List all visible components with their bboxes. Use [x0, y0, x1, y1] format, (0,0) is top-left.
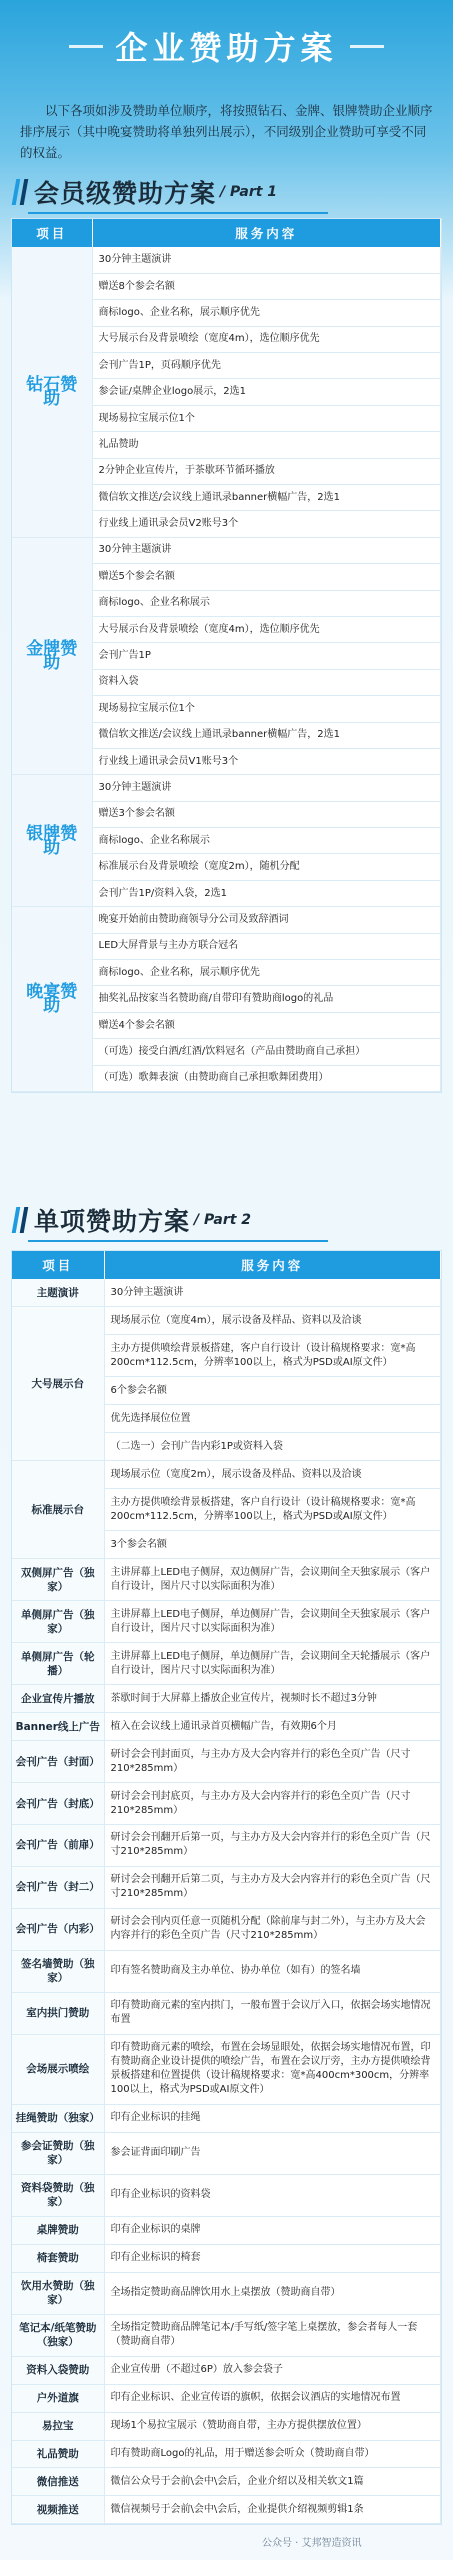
table-row: [12, 2244, 441, 2272]
sponsorship-item-name: 签名墙赞助（独家）: [12, 1950, 104, 1992]
sponsorship-item-content: 印有签名赞助商及主办单位、协办单位（如有）的签名墙: [104, 1950, 441, 1992]
sponsorship-item-content: 全场指定赞助商品牌饮用水上桌摆放（赞助商自带）: [104, 2272, 441, 2314]
tier-benefit: 赠送5个参会名额: [92, 564, 441, 590]
table-row: [12, 1461, 441, 1489]
title-bar: [0, 0, 453, 92]
sponsorship-item-content: 印有企业标识的椅套: [104, 2244, 441, 2272]
sponsorship-item-content: 全场指定赞助商品牌笔记本/手写纸/签字笔上桌摆放，参会者每人一套（赞助商自带）: [104, 2314, 441, 2356]
section-mark: [12, 179, 21, 205]
tier-benefit: 行业线上通讯录会员V2账号3个: [92, 511, 441, 537]
tier-benefit: （可选）歌舞表演（由赞助商自己承担歌舞团费用）: [92, 1065, 441, 1091]
sponsorship-item-name: Banner线上广告: [12, 1713, 104, 1741]
sponsorship-item-content: 印有赞助商Logo的礼品，用于赠送参会听众（赞助商自带）: [104, 2440, 441, 2468]
sponsorship-item-name: 会场展示喷绘: [12, 2034, 104, 2104]
sponsorship-item-name: 室内拱门赞助: [12, 1992, 104, 2034]
section-underline: [28, 1240, 328, 1242]
table-row: [12, 2132, 441, 2174]
tier-level: 晚宴赞助: [12, 907, 92, 1092]
sponsorship-item-content: 印有赞助商元素的室内拱门，一般布置于会议厅入口，依据会场实地情况布置: [104, 1992, 441, 2034]
table-row: [12, 247, 441, 273]
sponsorship-item-name: 标准展示台: [12, 1461, 104, 1559]
tier-benefit: 赠送4个参会名额: [92, 1012, 441, 1038]
table-row: [12, 2468, 441, 2496]
sponsorship-item-name: 微信推送: [12, 2468, 104, 2496]
intro-text: 以下各项如涉及赞助单位顺序，将按照钻石、金牌、银牌赞助企业顺序排序展示（其中晚宴赞助将单独列出展示），不同级别企业赞助可享受不同的权益。: [20, 103, 433, 160]
table-row: [12, 907, 441, 933]
sponsorship-item-content: 现场展示位（宽度4m），展示设备及样品、资料以及洽谈: [104, 1307, 441, 1335]
tier-benefit: 微信软文推送/会议线上通讯录banner横幅广告，2选1: [92, 722, 441, 748]
tier-benefit: 晚宴开始前由赞助商领导分公司及致辞酒词: [92, 907, 441, 933]
section-title: 会员级赞助方案: [34, 179, 217, 208]
tier-benefit: 大号展示台及背景喷绘（宽度4m），选位顺序优先: [92, 616, 441, 642]
section-part: / Part 1: [220, 184, 278, 200]
tier-level: 钻石赞助: [12, 247, 92, 537]
column-header-content: 服务内容: [104, 1251, 441, 1279]
sponsorship-item-name: 户外道旗: [12, 2384, 104, 2412]
sponsorship-item-content: 植入在会议线上通讯录首页横幅广告，有效期6个月: [104, 1713, 441, 1741]
sponsorship-item-content: 6个参会名额: [104, 1377, 441, 1405]
tier-benefit: LED大屏背景与主办方联合冠名: [92, 933, 441, 959]
table-row: [12, 2412, 441, 2440]
sponsorship-item-content: 印有企业标识的资料袋: [104, 2174, 441, 2216]
table-row: [12, 1643, 441, 1685]
table-row: [12, 2314, 441, 2356]
table-row: [12, 1992, 441, 2034]
tier-level: 银牌赞助: [12, 775, 92, 907]
sponsorship-item-name: 会刊广告（封面）: [12, 1741, 104, 1783]
table-row: [12, 2174, 441, 2216]
tier-benefit: 30分钟主题演讲: [92, 247, 441, 273]
sponsorship-item-content: 3个参会名额: [104, 1531, 441, 1559]
sponsorship-item-content: 主讲屏幕上LED电子侧屏，单边侧屏广告，会议期间全天独家展示（客户自行设计，图片尺寸以实际面积为准）: [104, 1601, 441, 1643]
table-row: [12, 2272, 441, 2314]
section-head-part2: [14, 1200, 439, 1240]
tier-benefit: 礼品赞助: [92, 432, 441, 458]
tier-benefit: 2分钟企业宣传片，于茶歇环节循环播放: [92, 458, 441, 484]
table-row: [12, 1601, 441, 1643]
sponsorship-item-name: 资料入袋赞助: [12, 2356, 104, 2384]
section-underline: [28, 212, 328, 214]
table-row: [12, 2384, 441, 2412]
sponsorship-item-name: 挂绳赞助（独家）: [12, 2104, 104, 2132]
table-row: [12, 1741, 441, 1783]
page-title: 企业赞助方案: [115, 29, 338, 67]
tier-benefit: 30分钟主题演讲: [92, 537, 441, 563]
table-row: [12, 1559, 441, 1601]
single-table-body: [12, 1279, 441, 2524]
section-mark: [20, 179, 29, 205]
sponsorship-item-content: 优先选择展位位置: [104, 1405, 441, 1433]
sponsorship-item-name: 会刊广告（内彩）: [12, 1908, 104, 1950]
tier-benefit: 赠送8个参会名额: [92, 273, 441, 299]
tier-benefit: 会刊广告1P: [92, 643, 441, 669]
table-row: [12, 775, 441, 801]
watermark: 公众号 · 艾邦智造资讯: [262, 2538, 362, 2549]
tier-benefit: 现场易拉宝展示位1个: [92, 405, 441, 431]
tier-benefit: 商标logo、企业名称展示: [92, 590, 441, 616]
section-title: 单项赞助方案: [34, 1207, 191, 1236]
table-row: [12, 1307, 441, 1335]
table-row: [12, 2496, 441, 2524]
sponsorship-item-name: 主题演讲: [12, 1279, 104, 1307]
sponsorship-item-content: 企业宣传册（不超过6P）放入参会袋子: [104, 2356, 441, 2384]
section-part: / Part 2: [194, 1212, 252, 1228]
tier-benefit: 商标logo、企业名称展示: [92, 828, 441, 854]
table-row: [12, 1825, 441, 1867]
sponsorship-item-content: 主办方提供喷绘背景板搭建，客户自行设计（设计稿规格要求：宽*高200cm*112.5cm，分辨率100以上，格式为PSD或AI原文件）: [104, 1335, 441, 1377]
tier-benefit: 会刊广告1P/资料入袋，2选1: [92, 880, 441, 906]
column-header-item: 项目: [12, 1251, 104, 1279]
table-row: [12, 2440, 441, 2468]
sponsorship-item-name: 大号展示台: [12, 1307, 104, 1461]
tier-benefit: 赠送3个参会名额: [92, 801, 441, 827]
tier-benefit: （可选）接受白酒/红酒/饮料冠名（产品由赞助商自己承担）: [92, 1039, 441, 1065]
sponsorship-item-name: 桌牌赞助: [12, 2216, 104, 2244]
sponsorship-item-name: 单侧屏广告（轮播）: [12, 1643, 104, 1685]
tier-table-body: [12, 247, 441, 1092]
tier-benefit: 资料入袋: [92, 669, 441, 695]
sponsorship-item-name: 双侧屏广告（独家）: [12, 1559, 104, 1601]
sponsorship-item-name: 资料袋赞助（独家）: [12, 2174, 104, 2216]
tier-benefit: 标准展示台及背景喷绘（宽度2m），随机分配: [92, 854, 441, 880]
tier-benefit: 现场易拉宝展示位1个: [92, 696, 441, 722]
sponsorship-item-name: 笔记本/纸笔赞助（独家）: [12, 2314, 104, 2356]
sponsorship-item-name: 会刊广告（前扉）: [12, 1825, 104, 1867]
sponsorship-item-name: 椅套赞助: [12, 2244, 104, 2272]
tier-benefit: 大号展示台及背景喷绘（宽度4m），选位顺序优先: [92, 326, 441, 352]
sponsorship-item-content: 印有企业标识、企业宣传语的旗帜，依据会议酒店的实地情况布置: [104, 2384, 441, 2412]
tier-benefit: 抽奖礼品按家当名赞助商/自带印有赞助商logo的礼品: [92, 986, 441, 1012]
table-row: [12, 1279, 441, 1307]
tier-benefit: 会刊广告1P，页码顺序优先: [92, 353, 441, 379]
tier-benefit: 30分钟主题演讲: [92, 775, 441, 801]
sponsorship-item-content: 研讨会会刊封底页，与主办方及大会内容并行的彩色全页广告（尺寸210*285mm）: [104, 1783, 441, 1825]
table-row: [12, 1713, 441, 1741]
sponsorship-item-name: 视频推送: [12, 2496, 104, 2524]
tier-benefit: 商标logo、企业名称，展示顺序优先: [92, 960, 441, 986]
sponsorship-item-name: 易拉宝: [12, 2412, 104, 2440]
sponsorship-item-content: 现场展示位（宽度2m），展示设备及样品、资料以及洽谈: [104, 1461, 441, 1489]
title-deco-right: [350, 45, 384, 48]
sponsorship-item-content: 现场1个易拉宝展示（赞助商自带，主办方提供摆放位置）: [104, 2412, 441, 2440]
sponsorship-item-name: 参会证赞助（独家）: [12, 2132, 104, 2174]
tier-benefit: 参会证/桌牌企业logo展示，2选1: [92, 379, 441, 405]
sponsorship-item-name: 会刊广告（封底）: [12, 1783, 104, 1825]
tier-benefit: 行业线上通讯录会员V1账号3个: [92, 748, 441, 774]
table-row: [12, 1950, 441, 1992]
sponsorship-item-content: 印有企业标识的桌牌: [104, 2216, 441, 2244]
title-deco-left: [69, 45, 103, 48]
table-row: [12, 1685, 441, 1713]
tier-benefit: 微信软文推送/会议线上通讯录banner横幅广告，2选1: [92, 485, 441, 511]
table-row: [12, 2104, 441, 2132]
single-sponsorship-table: [11, 1250, 442, 2525]
column-header-content: 服务内容: [92, 219, 441, 247]
sponsorship-item-name: 礼品赞助: [12, 2440, 104, 2468]
sponsorship-item-name: 饮用水赞助（独家）: [12, 2272, 104, 2314]
table-row: [12, 1783, 441, 1825]
sponsorship-item-content: 微信视频号于会前\会中\会后，企业提供介绍视频剪辑1条: [104, 2496, 441, 2524]
section-head-part1: [14, 172, 439, 212]
sponsorship-item-content: 主讲屏幕上LED电子侧屏，双边侧屏广告，会议期间全天独家展示（客户自行设计，图片尺寸以实际面积为准）: [104, 1559, 441, 1601]
tier-sponsorship-table: [11, 218, 442, 1093]
sponsorship-item-name: 单侧屏广告（独家）: [12, 1601, 104, 1643]
sponsorship-item-content: 茶歇时间于大屏幕上播放企业宣传片，视频时长不超过3分钟: [104, 1685, 441, 1713]
table-row: [12, 2034, 441, 2104]
sponsorship-item-name: 会刊广告（封二）: [12, 1866, 104, 1908]
sponsorship-item-content: 研讨会会刊内页任意一页随机分配（除前扉与封二外），与主办方及大会内容并行的彩色全页广告（尺寸210*285mm）: [104, 1908, 441, 1950]
table-row: [12, 537, 441, 563]
section-mark: [12, 1207, 21, 1233]
sponsorship-item-content: 研讨会会刊翻开后第一页，与主办方及大会内容并行的彩色全页广告（尺寸210*285mm）: [104, 1825, 441, 1867]
sponsorship-item-content: 30分钟主题演讲: [104, 1279, 441, 1307]
sponsorship-item-content: （二选一）会刊广告内彩1P或资料入袋: [104, 1433, 441, 1461]
sponsorship-item-name: 企业宣传片播放: [12, 1685, 104, 1713]
sponsorship-item-content: 微信公众号于会前\会中\会后，企业介绍以及相关软文1篇: [104, 2468, 441, 2496]
sponsorship-item-content: 印有赞助商元素的喷绘，布置在会场显眼处，依据会场实地情况布置，印有赞助商企业设计提供的喷绘广告，布置在会议厅旁，主办方提供喷绘背景板搭建和位置提供（设计稿规格要求：宽*高400cm*300cm，分辨率100以上，格式为PSD或AI原文件）: [104, 2034, 441, 2104]
tier-benefit: 商标logo、企业名称，展示顺序优先: [92, 300, 441, 326]
section-mark: [20, 1207, 29, 1233]
column-header-item: 项目: [12, 219, 92, 247]
sponsorship-item-content: 研讨会会刊翻开后第二页，与主办方及大会内容并行的彩色全页广告（尺寸210*285mm）: [104, 1866, 441, 1908]
table-row: [12, 1866, 441, 1908]
sponsorship-item-content: 印有企业标识的挂绳: [104, 2104, 441, 2132]
sponsorship-item-content: 主办方提供喷绘背景板搭建，客户自行设计（设计稿规格要求：宽*高200cm*112.5cm，分辨率100以上，格式为PSD或AI原文件）: [104, 1489, 441, 1531]
table-row: [12, 1908, 441, 1950]
table-row: [12, 2216, 441, 2244]
sponsorship-item-content: 参会证背面印刷广告: [104, 2132, 441, 2174]
sponsorship-item-content: 研讨会会刊封面页，与主办方及大会内容并行的彩色全页广告（尺寸210*285mm）: [104, 1741, 441, 1783]
intro-paragraph: [20, 100, 433, 163]
sponsorship-item-content: 主讲屏幕上LED电子侧屏，单边侧屏广告，会议期间全天轮播展示（客户自行设计，图片尺寸以实际面积为准）: [104, 1643, 441, 1685]
table-row: [12, 2356, 441, 2384]
tier-level: 金牌赞助: [12, 537, 92, 775]
